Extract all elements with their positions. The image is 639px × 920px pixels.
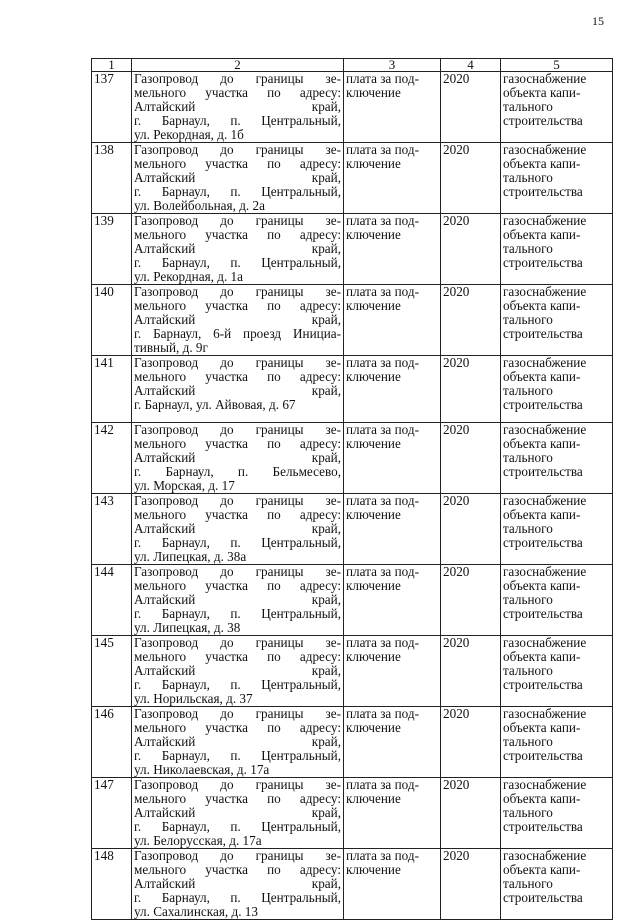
- object-name-line: Алтайский край,: [134, 663, 341, 678]
- page-number: 15: [592, 14, 604, 28]
- object-name-line: Алтайский край,: [134, 450, 341, 465]
- object-name-line: г. Барнаул, п. Центральный,: [134, 535, 341, 550]
- table-row: [92, 143, 613, 214]
- purpose-line: строительства: [503, 819, 583, 834]
- purpose-line: тального: [503, 450, 553, 465]
- year-cell: 2020: [441, 849, 501, 920]
- object-name-line: Алтайский край,: [134, 383, 341, 398]
- year-cell: 2020: [441, 72, 501, 143]
- row-number-cell: 140: [92, 285, 132, 356]
- year-cell: 2020: [441, 423, 501, 494]
- object-name-line: ул. Липецкая, д. 38: [134, 620, 241, 635]
- row-number-cell: 147: [92, 778, 132, 849]
- object-name-line: г. Барнаул, 6-й проезд Инициа-: [134, 326, 341, 341]
- funding-source-line: ключение: [346, 862, 401, 877]
- purpose-line: строительства: [503, 606, 583, 621]
- purpose-line: объекта капи-: [503, 156, 581, 171]
- purpose-cell: [501, 636, 613, 707]
- purpose-line: газоснабжение: [503, 355, 587, 370]
- table-row: [92, 707, 613, 778]
- funding-source-line: ключение: [346, 436, 401, 451]
- purpose-line: строительства: [503, 255, 583, 270]
- purpose-line: объекта капи-: [503, 862, 581, 877]
- purpose-line: строительства: [503, 326, 583, 341]
- year-cell: 2020: [441, 143, 501, 214]
- funding-source-line: ключение: [346, 227, 401, 242]
- table-body: [92, 72, 613, 920]
- object-name-line: г. Барнаул, п. Центральный,: [134, 677, 341, 692]
- object-name-line: г. Барнаул, п. Центральный,: [134, 890, 341, 905]
- object-name-line: Алтайский край,: [134, 876, 341, 891]
- purpose-cell: [501, 778, 613, 849]
- object-name-line: г. Барнаул, п. Бельмесево,: [134, 464, 341, 479]
- object-name-cell: [132, 356, 344, 423]
- purpose-line: объекта капи-: [503, 436, 581, 451]
- object-name-cell: [132, 636, 344, 707]
- row-number-cell: 145: [92, 636, 132, 707]
- purpose-line: газоснабжение: [503, 564, 587, 579]
- object-name-line: ул. Рекордная, д. 1б: [134, 127, 244, 142]
- table-row: [92, 565, 613, 636]
- object-name-cell: [132, 778, 344, 849]
- column-number: 3: [344, 59, 441, 72]
- funding-source-cell: [344, 636, 441, 707]
- purpose-line: газоснабжение: [503, 142, 587, 157]
- object-name-line: ул. Рекордная, д. 1а: [134, 269, 243, 284]
- year-cell: 2020: [441, 356, 501, 423]
- object-name-line: мельного участка по адресу:: [134, 649, 341, 664]
- funding-source-line: плата за под-: [346, 71, 419, 86]
- object-name-line: ул. Норильская, д. 37: [134, 691, 253, 706]
- funding-source-cell: [344, 356, 441, 423]
- object-name-line: Алтайский край,: [134, 592, 341, 607]
- funding-source-cell: [344, 72, 441, 143]
- object-name-line: ул. Морская, д. 17: [134, 478, 235, 493]
- purpose-cell: [501, 849, 613, 920]
- row-number-cell: 138: [92, 143, 132, 214]
- object-name-line: г. Барнаул, п. Центральный,: [134, 819, 341, 834]
- funding-source-line: ключение: [346, 156, 401, 171]
- object-name-line: ул. Волейбольная, д. 2а: [134, 198, 265, 213]
- object-name-line: г. Барнаул, п. Центральный,: [134, 748, 341, 763]
- investment-table: [91, 58, 613, 920]
- purpose-cell: [501, 565, 613, 636]
- purpose-line: объекта капи-: [503, 369, 581, 384]
- year-cell: 2020: [441, 636, 501, 707]
- table-row: [92, 423, 613, 494]
- funding-source-line: ключение: [346, 578, 401, 593]
- object-name-line: г. Барнаул, п. Центральный,: [134, 184, 341, 199]
- row-number-cell: 139: [92, 214, 132, 285]
- purpose-cell: [501, 72, 613, 143]
- purpose-line: газоснабжение: [503, 71, 587, 86]
- purpose-cell: [501, 707, 613, 778]
- purpose-line: тального: [503, 521, 553, 536]
- purpose-cell: [501, 494, 613, 565]
- purpose-line: газоснабжение: [503, 848, 587, 863]
- object-name-line: г. Барнаул, п. Центральный,: [134, 606, 341, 621]
- row-number-cell: 148: [92, 849, 132, 920]
- purpose-line: газоснабжение: [503, 777, 587, 792]
- year-cell: 2020: [441, 285, 501, 356]
- object-name-line: мельного участка по адресу:: [134, 436, 341, 451]
- purpose-line: объекта капи-: [503, 298, 581, 313]
- purpose-line: газоснабжение: [503, 635, 587, 650]
- object-name-line: мельного участка по адресу:: [134, 369, 341, 384]
- object-name-line: мельного участка по адресу:: [134, 578, 341, 593]
- object-name-line: Алтайский край,: [134, 521, 341, 536]
- object-name-line: Алтайский край,: [134, 805, 341, 820]
- table-row: [92, 494, 613, 565]
- funding-source-line: плата за под-: [346, 777, 419, 792]
- object-name-line: мельного участка по адресу:: [134, 298, 341, 313]
- object-name-line: Газопровод до границы зе-: [134, 848, 341, 863]
- funding-source-line: плата за под-: [346, 848, 419, 863]
- purpose-line: тального: [503, 241, 553, 256]
- purpose-line: строительства: [503, 535, 583, 550]
- purpose-line: строительства: [503, 397, 583, 412]
- funding-source-cell: [344, 423, 441, 494]
- purpose-line: газоснабжение: [503, 493, 587, 508]
- column-number: 5: [501, 59, 613, 72]
- purpose-line: строительства: [503, 748, 583, 763]
- funding-source-line: плата за под-: [346, 355, 419, 370]
- purpose-line: тального: [503, 99, 553, 114]
- object-name-line: мельного участка по адресу:: [134, 227, 341, 242]
- purpose-line: тального: [503, 805, 553, 820]
- object-name-line: мельного участка по адресу:: [134, 791, 341, 806]
- funding-source-cell: [344, 143, 441, 214]
- object-name-line: мельного участка по адресу:: [134, 85, 341, 100]
- purpose-line: газоснабжение: [503, 213, 587, 228]
- object-name-line: Алтайский край,: [134, 170, 341, 185]
- table-row: [92, 356, 613, 423]
- purpose-line: объекта капи-: [503, 85, 581, 100]
- purpose-line: строительства: [503, 677, 583, 692]
- funding-source-cell: [344, 285, 441, 356]
- object-name-cell: [132, 494, 344, 565]
- purpose-line: объекта капи-: [503, 720, 581, 735]
- purpose-line: объекта капи-: [503, 227, 581, 242]
- object-name-line: ул. Сахалинская, д. 13: [134, 904, 258, 919]
- object-name-cell: [132, 72, 344, 143]
- purpose-line: объекта капи-: [503, 507, 581, 522]
- object-name-line: Газопровод до границы зе-: [134, 635, 341, 650]
- object-name-line: Газопровод до границы зе-: [134, 706, 341, 721]
- table-row: [92, 636, 613, 707]
- object-name-line: Газопровод до границы зе-: [134, 142, 341, 157]
- year-cell: 2020: [441, 214, 501, 285]
- row-number-cell: 141: [92, 356, 132, 423]
- purpose-line: строительства: [503, 890, 583, 905]
- funding-source-line: плата за под-: [346, 284, 419, 299]
- purpose-line: тального: [503, 876, 553, 891]
- funding-source-line: ключение: [346, 507, 401, 522]
- purpose-line: строительства: [503, 113, 583, 128]
- object-name-line: ул. Николаевская, д. 17а: [134, 762, 270, 777]
- object-name-line: Газопровод до границы зе-: [134, 71, 341, 86]
- purpose-line: объекта капи-: [503, 791, 581, 806]
- purpose-cell: [501, 423, 613, 494]
- table-row: [92, 778, 613, 849]
- column-number: 1: [92, 59, 132, 72]
- object-name-line: ул. Белорусская, д. 17а: [134, 833, 262, 848]
- object-name-line: мельного участка по адресу:: [134, 156, 341, 171]
- purpose-line: газоснабжение: [503, 706, 587, 721]
- funding-source-line: ключение: [346, 791, 401, 806]
- funding-source-line: ключение: [346, 369, 401, 384]
- object-name-line: мельного участка по адресу:: [134, 862, 341, 877]
- object-name-line: ул. Липецкая, д. 38а: [134, 549, 247, 564]
- purpose-line: тального: [503, 734, 553, 749]
- object-name-line: г. Барнаул, п. Центральный,: [134, 113, 341, 128]
- year-cell: 2020: [441, 707, 501, 778]
- object-name-line: Алтайский край,: [134, 312, 341, 327]
- funding-source-cell: [344, 778, 441, 849]
- purpose-cell: [501, 285, 613, 356]
- purpose-line: объекта капи-: [503, 578, 581, 593]
- funding-source-cell: [344, 707, 441, 778]
- purpose-line: тального: [503, 592, 553, 607]
- row-number-cell: 142: [92, 423, 132, 494]
- purpose-cell: [501, 214, 613, 285]
- object-name-line: Газопровод до границы зе-: [134, 284, 341, 299]
- object-name-line: Газопровод до границы зе-: [134, 564, 341, 579]
- purpose-line: тального: [503, 663, 553, 678]
- funding-source-cell: [344, 214, 441, 285]
- funding-source-line: плата за под-: [346, 213, 419, 228]
- purpose-line: тального: [503, 170, 553, 185]
- funding-source-line: плата за под-: [346, 493, 419, 508]
- purpose-line: тального: [503, 312, 553, 327]
- purpose-line: тального: [503, 383, 553, 398]
- row-number-cell: 137: [92, 72, 132, 143]
- funding-source-line: плата за под-: [346, 706, 419, 721]
- funding-source-line: ключение: [346, 720, 401, 735]
- row-number-cell: 143: [92, 494, 132, 565]
- purpose-line: газоснабжение: [503, 284, 587, 299]
- object-name-line: Газопровод до границы зе-: [134, 213, 341, 228]
- object-name-cell: [132, 423, 344, 494]
- column-number: 2: [132, 59, 344, 72]
- year-cell: 2020: [441, 565, 501, 636]
- funding-source-line: плата за под-: [346, 564, 419, 579]
- table-row: [92, 72, 613, 143]
- purpose-cell: [501, 143, 613, 214]
- funding-source-line: плата за под-: [346, 635, 419, 650]
- row-number-cell: 146: [92, 707, 132, 778]
- object-name-cell: [132, 214, 344, 285]
- funding-source-cell: [344, 494, 441, 565]
- object-name-line: Газопровод до границы зе-: [134, 777, 341, 792]
- funding-source-line: ключение: [346, 649, 401, 664]
- funding-source-line: плата за под-: [346, 422, 419, 437]
- purpose-line: газоснабжение: [503, 422, 587, 437]
- object-name-cell: [132, 707, 344, 778]
- table-row: [92, 214, 613, 285]
- object-name-line: г. Барнаул, п. Центральный,: [134, 255, 341, 270]
- purpose-line: строительства: [503, 464, 583, 479]
- year-cell: 2020: [441, 778, 501, 849]
- object-name-line: Газопровод до границы зе-: [134, 422, 341, 437]
- row-number-cell: 144: [92, 565, 132, 636]
- funding-source-line: ключение: [346, 298, 401, 313]
- purpose-line: строительства: [503, 184, 583, 199]
- object-name-line: Алтайский край,: [134, 734, 341, 749]
- table-row: [92, 285, 613, 356]
- object-name-cell: [132, 143, 344, 214]
- year-cell: 2020: [441, 494, 501, 565]
- object-name-cell: [132, 849, 344, 920]
- funding-source-cell: [344, 565, 441, 636]
- object-name-line: тивный, д. 9г: [134, 340, 208, 355]
- object-name-line: Газопровод до границы зе-: [134, 493, 341, 508]
- object-name-cell: [132, 285, 344, 356]
- column-number-row: [92, 59, 613, 72]
- object-name-line: г. Барнаул, ул. Айвовая, д. 67: [134, 397, 296, 412]
- funding-source-cell: [344, 849, 441, 920]
- object-name-line: Алтайский край,: [134, 241, 341, 256]
- column-number: 4: [441, 59, 501, 72]
- object-name-line: Алтайский край,: [134, 99, 341, 114]
- object-name-line: мельного участка по адресу:: [134, 720, 341, 735]
- object-name-cell: [132, 565, 344, 636]
- table-row: [92, 849, 613, 920]
- object-name-line: мельного участка по адресу:: [134, 507, 341, 522]
- object-name-line: Газопровод до границы зе-: [134, 355, 341, 370]
- purpose-line: объекта капи-: [503, 649, 581, 664]
- funding-source-line: ключение: [346, 85, 401, 100]
- purpose-cell: [501, 356, 613, 423]
- funding-source-line: плата за под-: [346, 142, 419, 157]
